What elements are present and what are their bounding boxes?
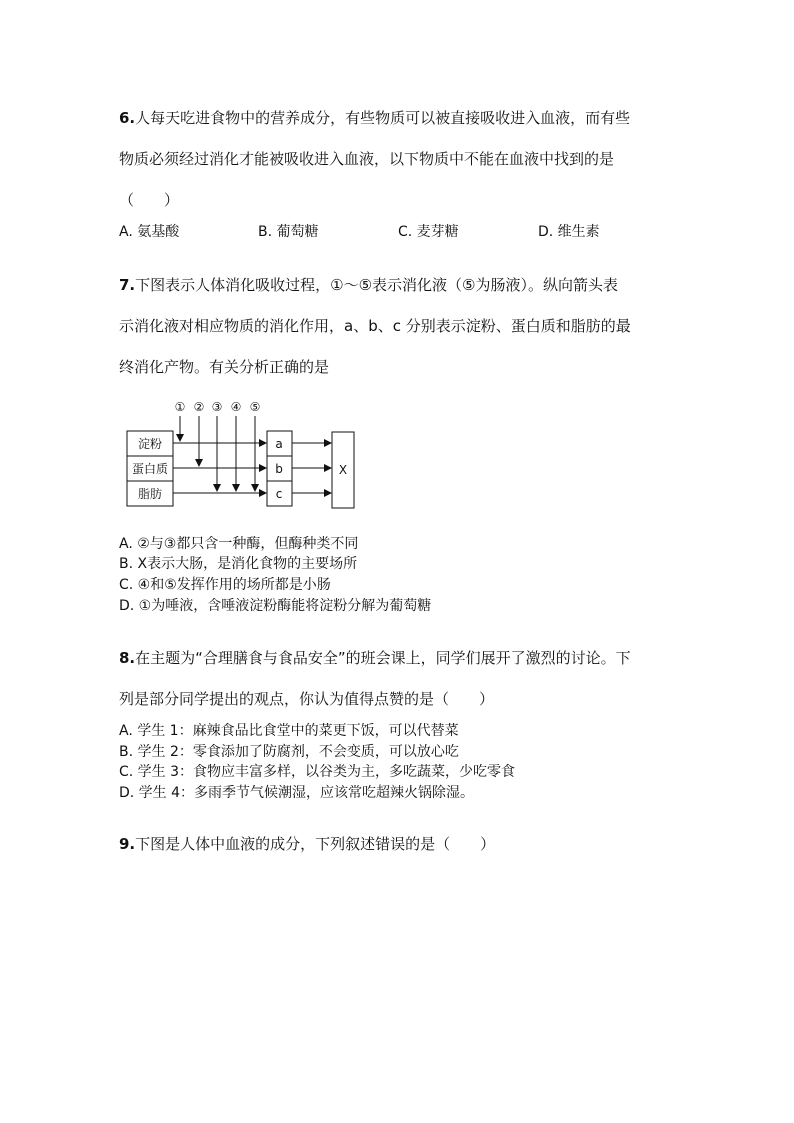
q6-option-d: D. 维生素 [538, 224, 600, 240]
juice-label-2: ② [193, 400, 205, 414]
q8-number: 8. [119, 649, 136, 667]
q6-option-a: A. 氨基酸 [119, 224, 180, 240]
q6-number: 6. [119, 109, 136, 127]
q8-stem-1: 在主题为“合理膳食与食品安全”的班会课上，同学们展开了激烈的讨论。下 [135, 649, 631, 667]
q7-option-a: A. ②与③都只含一种酶，但酶种类不同 [119, 536, 359, 552]
q8-line-1 [119, 648, 631, 668]
q7-option-b: B. X表示大肠，是消化食物的主要场所 [119, 556, 358, 572]
q6-line-1 [119, 108, 630, 128]
q9-number: 9. [119, 835, 136, 853]
substance-starch: 淀粉 [137, 437, 163, 451]
q7-option-c: C. ④和⑤发挥作用的场所都是小肠 [119, 577, 331, 593]
juice-label-3: ③ [211, 400, 223, 414]
substance-protein: 蛋白质 [131, 462, 169, 476]
q9-stem-1: 下图是人体中血液的成分，下列叙述错误的是（ ） [135, 835, 496, 853]
substance-fat: 脂肪 [137, 487, 163, 501]
q8-option-b: B. 学生 2：零食添加了防腐剂，不会变质，可以放心吃 [119, 744, 459, 760]
q6-blank: （ ） [119, 191, 180, 209]
q6-line-2: 物质必须经过消化才能被吸收进入血液，以下物质中不能在血液中找到的是 [119, 150, 615, 168]
digestion-diagram [125, 395, 365, 515]
q7-line-1 [119, 275, 618, 295]
q6-stem-1: 人每天吃进食物中的营养成分，有些物质可以被直接吸收进入血液，而有些 [135, 109, 631, 127]
target-x: X [338, 463, 348, 477]
q8-line-2: 列是部分同学提出的观点，你认为值得点赞的是（ ） [119, 690, 495, 708]
q7-line-3: 终消化产物。有关分析正确的是 [119, 358, 330, 376]
product-c: c [275, 487, 283, 501]
q7-stem-1: 下图表示人体消化吸收过程，①～⑤表示消化液（⑤为肠液）。纵向箭头表 [135, 276, 618, 294]
q6-option-b: B. 葡萄糖 [258, 224, 319, 240]
juice-label-1: ① [174, 400, 186, 414]
juice-label-4: ④ [230, 400, 242, 414]
product-b: b [275, 462, 283, 476]
q8-option-a: A. 学生 1：麻辣食品比食堂中的菜更下饭，可以代替菜 [119, 723, 459, 739]
q7-number: 7. [119, 276, 136, 294]
product-a: a [275, 437, 283, 451]
q8-option-c: C. 学生 3：食物应丰富多样，以谷类为主，多吃蔬菜，少吃零食 [119, 764, 516, 780]
q6-option-c: C. 麦芽糖 [398, 224, 459, 240]
q7-option-d: D. ①为唾液，含唾液淀粉酶能将淀粉分解为葡萄糖 [119, 598, 432, 614]
q8-option-d: D. 学生 4：多雨季节气候潮湿，应该常吃超辣火锅除湿。 [119, 785, 475, 801]
juice-label-5: ⑤ [249, 400, 261, 414]
q9-line-1 [119, 834, 495, 854]
q7-line-2: 示消化液对相应物质的消化作用，a、b、c 分别表示淀粉、蛋白质和脂肪的最 [119, 317, 631, 335]
